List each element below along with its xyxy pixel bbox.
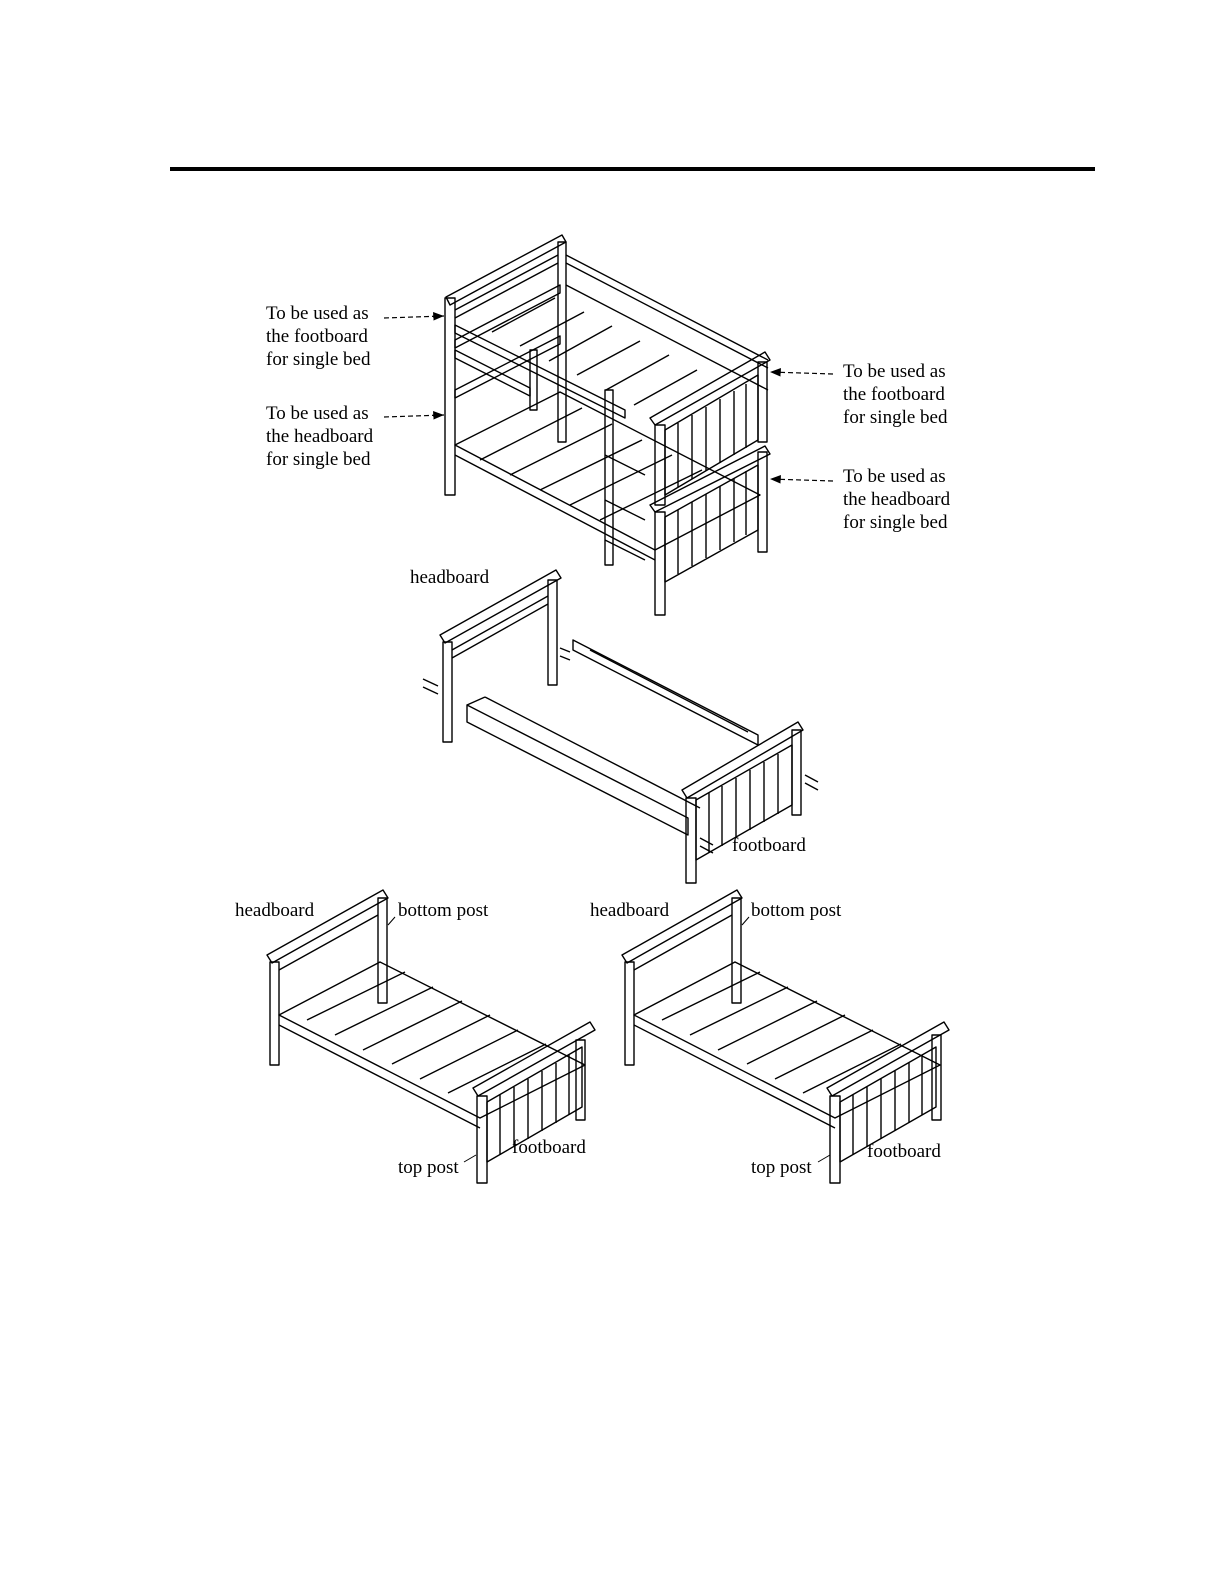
left-bed-footboard-label: footboard	[512, 1137, 586, 1158]
assembly-footboard-label: footboard	[732, 835, 806, 856]
bunk-label-left-lower	[266, 402, 373, 471]
left-bed-top-post-label: top post	[398, 1157, 459, 1178]
bunk-label-left-upper-line2: the footboard	[266, 326, 368, 347]
bunk-label-right-lower-line3: for single bed	[843, 512, 948, 533]
bunk-label-left-lower-line2: the headboard	[266, 426, 374, 447]
bunk-label-left-upper-line1: To be used as	[266, 303, 369, 324]
left-bed-headboard-label: headboard	[235, 900, 315, 921]
bunk-label-right-lower-line2: the headboard	[843, 489, 951, 510]
bunk-label-left-lower-line3: for single bed	[266, 449, 371, 470]
bunk-label-right-upper-line3: for single bed	[843, 407, 948, 428]
bunk-label-left-upper	[266, 302, 370, 371]
right-bed-headboard-label: headboard	[590, 900, 670, 921]
right-bed-footboard-label: footboard	[867, 1141, 941, 1162]
bunk-bed-drawing	[445, 235, 770, 615]
bunk-label-left-upper-line3: for single bed	[266, 349, 371, 370]
bunk-label-right-upper-line1: To be used as	[843, 361, 946, 382]
bunk-label-right-lower-line1: To be used as	[843, 466, 946, 487]
bunk-label-right-upper-line2: the footboard	[843, 384, 945, 405]
bunk-label-left-lower-line1: To be used as	[266, 403, 369, 424]
right-bed-bottom-post-label: bottom post	[751, 900, 842, 921]
right-bed-top-post-label: top post	[751, 1157, 812, 1178]
assembly-headboard-label: headboard	[410, 567, 490, 588]
bunk-label-right-upper	[843, 360, 947, 429]
left-bed-bottom-post-label: bottom post	[398, 900, 489, 921]
bunk-label-right-lower	[843, 465, 950, 534]
